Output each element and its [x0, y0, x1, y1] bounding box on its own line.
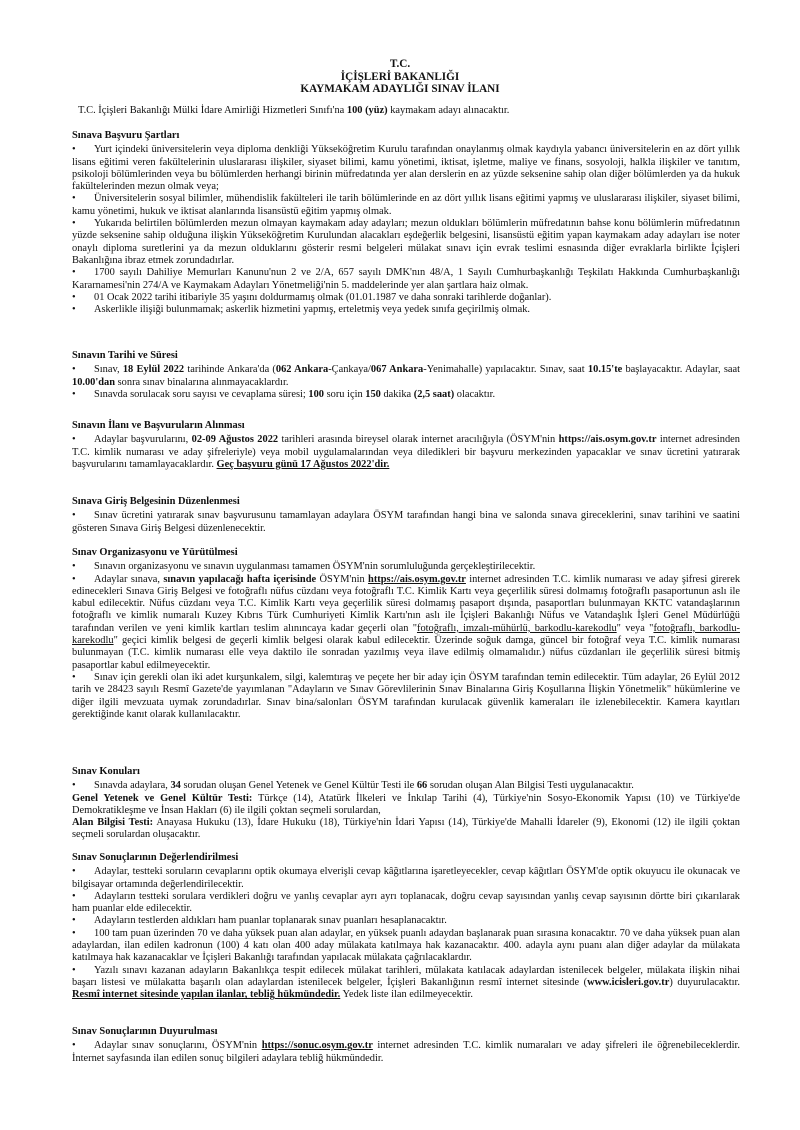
list-item: • 1700 sayılı Dahiliye Memurları Kanunu'nun 2 ve 2/A, 657 sayılı DMK'nın 48/A, 1 Sayılı Cumhurbaşkanlığı Teşkilatı Hakkında Cumhurbaşkanlığı Kararnamesi'nin 274/A ve Kaymakam Adayları Yönetmeliği'nin 5. maddelerinde yer alan şartlara haiz olmak. — [72, 267, 740, 291]
osym-link[interactable]: https://ais.osym.gov.tr — [558, 434, 657, 446]
section-title: Sınav Organizasyonu ve Yürütülmesi — [72, 547, 238, 558]
list-item: • Adaylar, testteki soruların cevaplarını optik okumaya elverişli cevap kâğıtlarına işaretleyecekler, cevap kâğıtları ÖSYM'de optik okuyucu ile okunacak ve bilgisayar ortamında değerlendirilecektir. — [72, 866, 740, 890]
list-item: • Yazılı sınavı kazanan adayların Bakanlıkça tespit edilecek mülakat tarihleri, mülakata katılacak adaylardan istenilecek belgeler, mülakata ilişkin nihai başarı listesi ve mülakatta başarılı olan adaylardan istenilecek belgeler, İçişleri Bakanlığının resmî internet sitesinde (www.icisleri.gov.tr) duyurulacaktır. Resmî internet sitesinde yapılan ilanlar, tebliğ hükmündedir. Yedek liste ilan edilmeyecektir. — [72, 964, 740, 1001]
section-title: Sınava Başvuru Şartları — [72, 130, 180, 141]
section-title: Sınavın İlanı ve Başvuruların Alınması — [72, 420, 245, 431]
list-item: • Adaylar başvurularını, 02-09 Ağustos 2022 tarihleri arasında bireysel olarak internet aracılığıyla (ÖSYM'nin https://ais.osym.gov.tr internet adresinden T.C. kimlik numarası ve aday şifreleriyle) veya mobil uygulamalarından veya diledikleri bir başvuru merkezinden yapacaklar ve sınav ücretini yatırarak başvurularını tamamlayacaklardır. Geç başvuru günü 17 Ağustos 2022'dir. — [72, 434, 740, 470]
section-exam-topics — [72, 766, 740, 842]
intro-paragraph: T.C. İçişleri Bakanlığı Mülki İdare Amirliği Hizmetleri Sınıfı'na 100 (yüz) kaymakam adayı alınacaktır. — [78, 105, 510, 116]
list-item: • Adayların testlerden aldıkları ham puanlar toplanarak sınav puanları hesaplanacaktır. — [72, 915, 447, 927]
list-item: • Askerlikle ilişiği bulunmamak; askerlik hizmetini yapmış, erteletmiş veya yedek sınıfa geçirilmiş olmak. — [72, 304, 531, 316]
section-exam-date — [72, 350, 740, 401]
ministry-link[interactable]: www.icisleri.gov.tr — [587, 976, 670, 988]
list-item: • Sınav ücretini yatırarak sınav başvurusunu tamamlayan adaylara ÖSYM tarafından hangi bina ve salonda sınava gireceklerini, sınav tarihini ve saatini gösteren Sınava Giriş Belgesi düzenlenecektir. — [72, 510, 740, 534]
section-title: Sınava Giriş Belgesinin Düzenlenmesi — [72, 496, 240, 507]
section-title: Sınav Sonuçlarının Duyurulması — [72, 1026, 218, 1037]
late-application-notice: Geç başvuru günü 17 Ağustos 2022'dir. — [216, 458, 390, 470]
list-item: • Adayların testteki sorulara verdikleri doğru ve yanlış cevaplar ayrı ayrı toplanacak, doğru cevap sayısından yanlış cevap sayısının dörtte biri çıkarılarak ham puanlar elde edilecektir. — [72, 890, 740, 915]
list-item: • Sınavın organizasyonu ve sınavın uygulanması tamamen ÖSYM'nin sorumluluğunda gerçekleştirilecektir. — [72, 561, 536, 573]
document-header — [0, 58, 800, 96]
list-item: • Sınavda sorulacak soru sayısı ve cevaplama süresi; 100 soru için 150 dakika (2,5 saat) olacaktır. — [72, 388, 496, 400]
header-line-title: KAYMAKAM ADAYLIĞI SINAV İLANI — [300, 83, 500, 96]
section-title: Sınav Konuları — [72, 766, 140, 777]
list-item: • Sınav, 18 Eylül 2022 tarihinde Ankara'da (062 Ankara-Çankaya/067 Ankara-Yenimahalle) yapılacaktır. Sınav, saat 10.15'te başlayacaktır. Adaylar, saat 10.00'dan sonra sınav binalarına alınmayacaklardır. — [72, 364, 741, 388]
list-item: • Adaylar sınav sonuçlarını, ÖSYM'nin https://sonuc.osym.gov.tr internet adresinden T.C. kimlik numaraları ve aday şifreleri ile öğrenebileceklerdir. İnternet sayfasında ilan edilen sonuç bilgileri adaylara tebliğ hükmündedir. — [72, 1040, 740, 1064]
result-link[interactable]: https://sonuc.osym.gov.tr — [261, 1040, 373, 1052]
section-title: Sınavın Tarihi ve Süresi — [72, 350, 178, 361]
osym-link[interactable]: https://ais.osym.gov.tr — [368, 573, 466, 585]
list-item: • Üniversitelerin sosyal bilimler, mühendislik fakülteleri ile tarih bölümlerinde en az dört yıllık lisans eğitimi yapmış ve uluslararası ilişkiler, siyaset bilimi, kamu yönetimi, hukuk ve iktisat alanlarında lisansüstü eğitim yapmış olmak. — [72, 193, 740, 217]
topic-field-test: Alan Bilgisi Testi: Anayasa Hukuku (13), İdare Hukuku (18), Türkiye'nin İdari Yapısı (14), Türkiye'de Mahalli İdareler (9), Ekonomi (12) ile ilgili çoktan seçmeli sorulardan oluşacaktır. — [72, 817, 740, 841]
section-title: Sınav Sonuçlarının Değerlendirilmesi — [72, 852, 239, 863]
section-application-requirements — [72, 130, 740, 316]
header-line-tc: T.C. — [389, 58, 411, 70]
topic-general-test: Genel Yetenek ve Genel Kültür Testi: Türkçe (14), Atatürk İlkeleri ve İnkılap Tarihi (4), Türkiye'nin Sosyo-Ekonomik Yapısı (10) ve Türkiye'de Demokratikleşme ve İnsan Hakları (6) ile ilgili çoktan seçmeli sorulardan, — [72, 792, 740, 816]
list-item: • 100 tam puan üzerinden 70 ve daha yüksek puan alan adaylar, en yüksek puanlı adaydan başlanarak puan sırasına konacaktır. 70 ve daha yüksek puan alan adaylardan, ilan edilen kadronun (100) 4 katı olan 400 aday mülakata katılmaya hak kazanacaktır. 400. adayla aynı puanı alan diğer adaylar da mülakata katılmaya hak kazanacaklar ve İçişleri Bakanlığı tarafından yapılacak mülakata çağrılacaklardır. — [72, 927, 740, 964]
section-exam-organization — [72, 547, 740, 721]
list-item: • 01 Ocak 2022 tarihi itibariyle 35 yaşını doldurmamış olmak (01.01.1987 ve daha sonraki tarihlerde doğanlar). — [72, 291, 552, 303]
list-item: • Adaylar sınava, sınavın yapılacağı hafta içerisinde ÖSYM'nin https://ais.osym.gov.tr internet adresinden T.C. kimlik numarası ve aday şifresi girerek edinecekleri Sınava Giriş Belgesi ve fotoğraflı nüfus cüzdanı veya fotoğraflı T.C. Kimlik Kartı veya geçerlilik süresi dolmamış fotoğraflı pasaportunun aslı ile kabul edilecektir. Nüfus cüzdanı veya T.C. Kimlik Kartı veya geçerlilik süresi dolmamış pasaport dışında, pasaportları bulunmayan KKTC vatandaşlarının fotoğraflı ve kimlik numaralı Kuzey Kıbrıs Türk Cumhuriyeti Kimlik Kartı'nın aslı ile İçişleri Bakanlığı Nüfus ve Vatandaşlık İşleri Genel Müdürlüğü tarafından verilen ve yeni kimlik kartları teslim alınıncaya kadar geçerli olan "fotoğraflı, imzalı-mühürlü, barkodlu-karekodlu" veya "fotoğraflı, barkodlu-karekodlu" geçici kimlik belgesi de geçerli kimlik belgesi olarak kabul edilecektir. Üzerinde soğuk damga, güncel bir fotoğraf veya T.C. kimlik numarası bulunmayan (T.C. kimlik numarası elle veya daktilo ile sonradan yazılmış veya ilave edilmiş olmamalıdır.) nüfus cüzdanları ile geçerlilik süresi bitmiş pasaportlar kabul edilmeyecektir. — [72, 573, 741, 671]
list-item: • Sınav için gerekli olan iki adet kurşunkalem, silgi, kalemtıraş ve peçete her bir aday için ÖSYM tarafından temin edilecektir. Tüm adaylar, 26 Eylül 2012 tarih ve 28423 sayılı Resmî Gazete'de yayımlanan "Adayların ve Sınav Görevlilerinin Sınav Binalarına Giriş Koşullarına İlişkin Yönetmelik" hükümlerine ve diğer ilgili mevzuata uymak zorundadırlar. Sınav bina/salonları ÖSYM tarafından kurulacak güvenlik kameraları ile izlenebilecektir. Kamera kayıtları gerektiğinde kanıt olarak kullanılacaktır. — [72, 671, 740, 720]
list-item: • Sınavda adaylara, 34 sorudan oluşan Genel Yetenek ve Genel Kültür Testi ile 66 sorudan oluşan Alan Bilgisi Testi uygulanacaktır. — [72, 780, 634, 792]
list-item: • Yurt içindeki üniversitelerin veya diploma denkliği Yükseköğretim Kurulu tarafından onaylanmış olmak kaydıyla yabancı üniversitelerin en az dört yıllık lisans eğitimi veren fakültelerinin uluslararası ilişkiler, siyaset bilimi, kamu yönetimi, iktisat, işletme, maliye ve finans, sosyoloji, halkla ilişkiler ve tanıtım, psikoloji bölümlerinden veya bu bölümlerden herhangi birinin müfredatında yer alan derslerin en az yüzde seksenine sahip olan diğer bölümlerden ya da hukuk fakültelerinden mezun olmak veya; — [72, 144, 740, 193]
section-result-announcement — [72, 1026, 740, 1065]
section-announcement-applications — [72, 420, 740, 471]
section-entry-document — [72, 496, 740, 535]
header-line-ministry: İÇİŞLERİ BAKANLIĞI — [340, 70, 460, 83]
list-item: • Yukarıda belirtilen bölümlerden mezun olmayan kaymakam aday adayları; mezun oldukları bölümlerin müfredatının bahse konu bölümlerin müfredatının yüzde seksenine sahip olduğuna ilişkin Yükseköğretim Kurulundan alacakları eşdeğerlik belgesini, lisansüstü eğitim yapan kaymakam aday adayları ise noter onaylı diploma suretlerini ya da mezun olduklarını gösterir resmi belgeleri mülakat sınavı için evrak teslimi esnasında diğer evraklarla birlikte İçişleri Bakanlığına ibraz etmek zorundadırlar. — [72, 218, 740, 266]
section-result-evaluation — [72, 852, 740, 1002]
